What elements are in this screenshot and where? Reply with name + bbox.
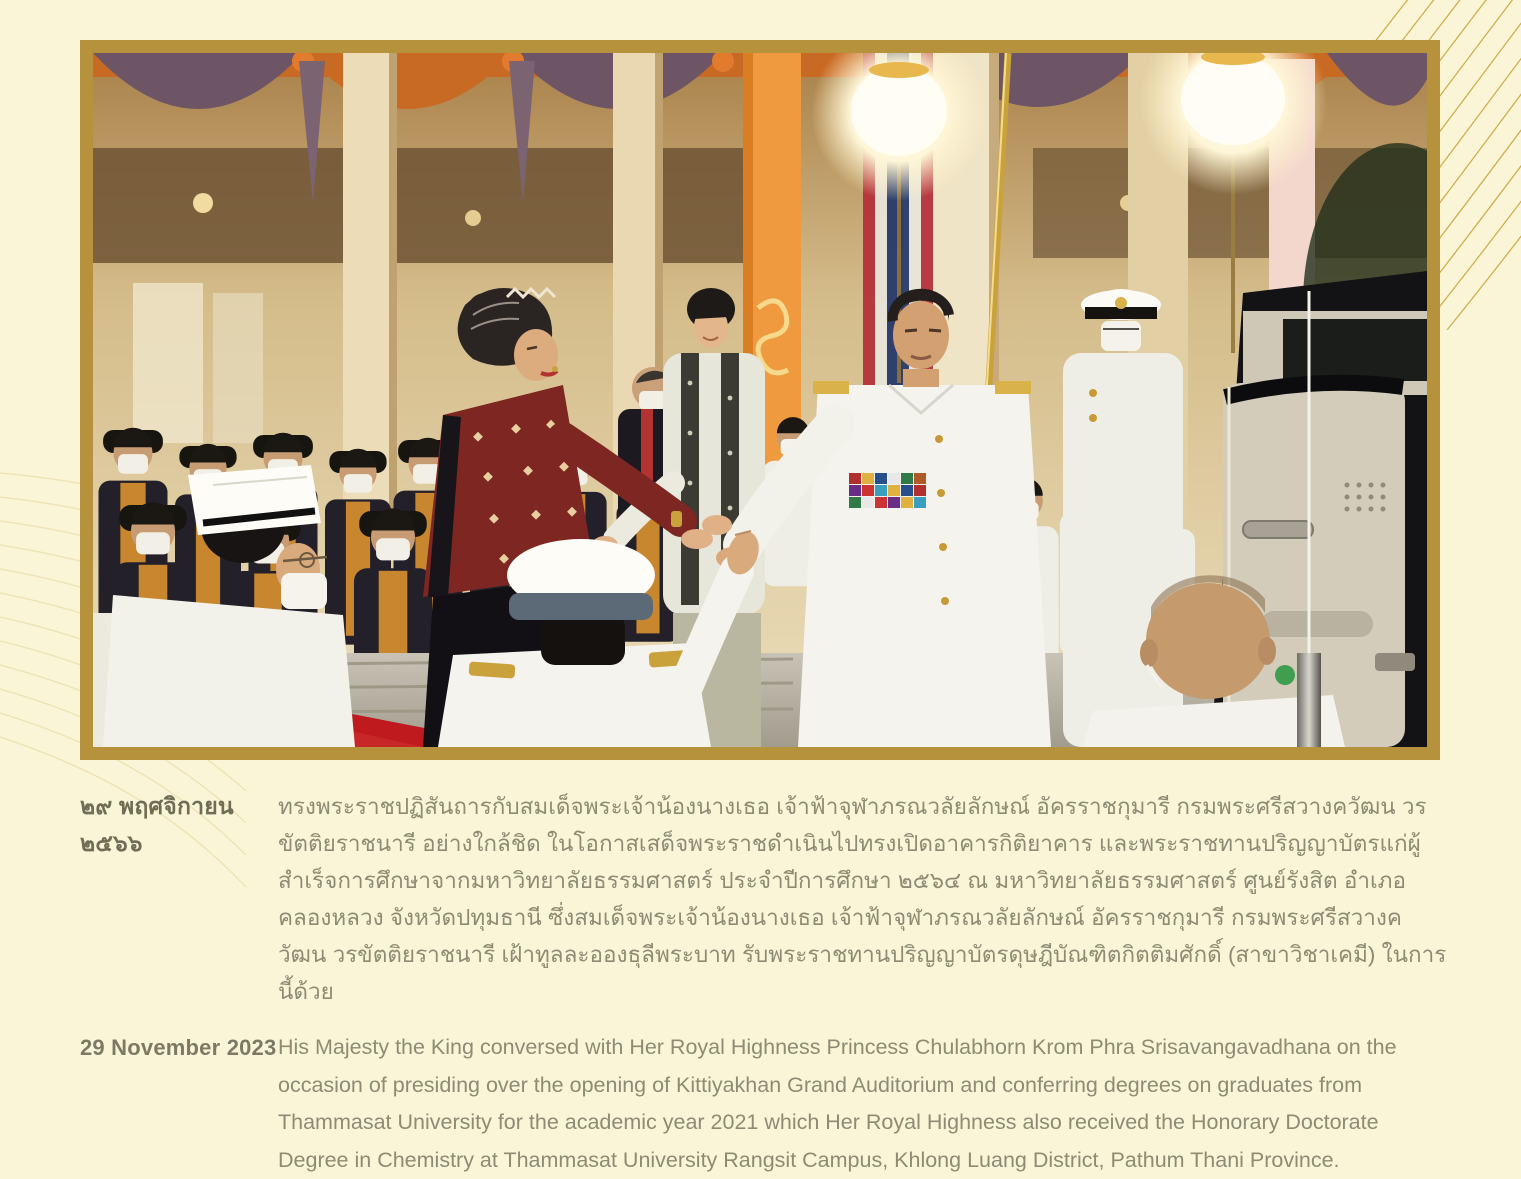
thai-caption-text: ทรงพระราชปฏิสันถารกับสมเด็จพระเจ้าน้องนางเธอ เจ้าฟ้าจุฬาภรณวลัยลักษณ์ อัครราชกุมารี กรมพระศรีสวางควัฒน วรขัตติยราชนารี อย่างใกล้ชิด ในโอกาสเสด็จพระราชดำเนินไปทรงเปิดอาคารกิติยาคาร และพระราชทานปริญญาบัตรแก่ผู้สำเร็จการศึกษาจากมหาวิทยาลัยธรรมศาสตร์ ประจำปีการศึกษา ๒๕๖๔ ณ มหาวิทยาลัยธรรมศาสตร์ ศูนย์รังสิต อำเภอคลองหลวง จังหวัดปทุมธานี ซึ่งสมเด็จพระเจ้าน้องนางเธอ เจ้าฟ้าจุฬาภรณวลัยลักษณ์ อัครราชกุมารี กรมพระศรีสวางควัฒน วรขัตติยราชนารี เฝ้าทูลละอองธุลีพระบาท รับพระราชทานปริญญาบัตรดุษฎีบัณฑิตกิตติมศักดิ์ (สาขาวิชาเคมี) ในการนี้ด้วย [278, 794, 1447, 1004]
captions [80, 788, 1448, 1179]
thai-caption-row [80, 788, 1448, 1010]
english-date-label: 29 November 2023 [80, 1035, 277, 1060]
english-caption-text: His Majesty the King conversed with Her Royal Highness Princess Chulabhorn Krom Phra Srisavangavadhana on the occasion of presiding over the opening of Kittiyakhan Grand Auditorium and conferring degrees on graduates from Thammasat University for the academic year 2021 which Her Royal Highness also received the Honorary Doctorate Degree in Chemistry at Thammasat University Rangsit Campus, Khlong Luang District, Pathum Thani Province. [278, 1035, 1397, 1172]
ceremony-photo [93, 53, 1427, 747]
english-caption-row [80, 1029, 1448, 1179]
thai-date-label: ๒๙ พฤศจิกายน ๒๕๖๖ [80, 793, 234, 856]
photo-frame [80, 40, 1440, 760]
